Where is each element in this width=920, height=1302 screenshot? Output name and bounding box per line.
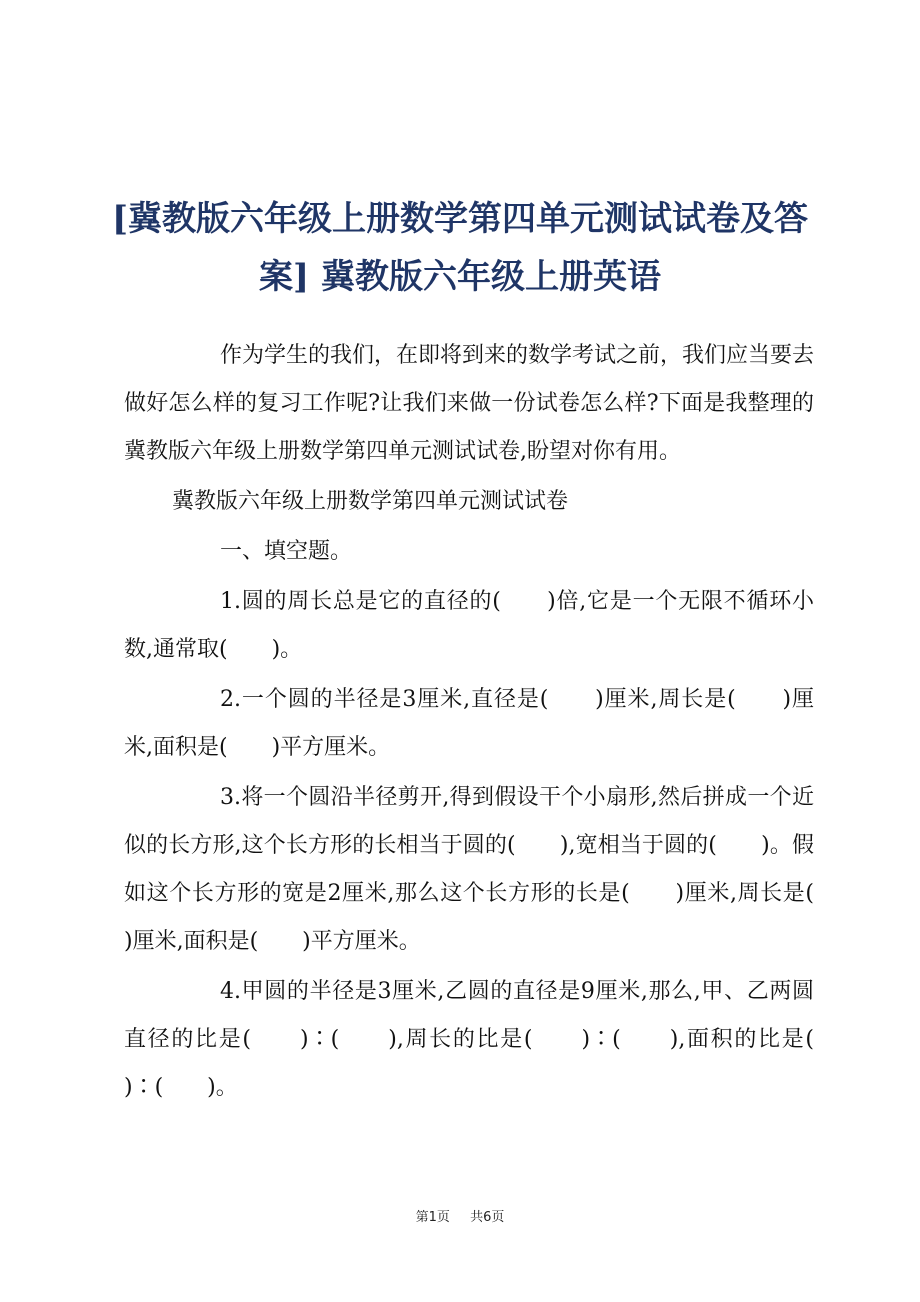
page-total: 共6页: [470, 1210, 505, 1225]
intro-paragraph: 作为学生的我们，在即将到来的数学考试之前，我们应当要去做好怎么样的复习工作呢?让我们来做一份试卷怎么样?下面是我整理的冀教版六年级上册数学第四单元测试试卷,盼望对你有用。: [124, 343, 815, 464]
page-number: 第1页: [415, 1210, 450, 1225]
question-1: 1.圆的周长总是它的直径的( )倍,它是一个无限不循环小数,通常取( )。: [124, 589, 814, 662]
test-heading: 冀教版六年级上册数学第四单元测试试卷: [172, 489, 569, 514]
document-body: [124, 332, 859, 1112]
page-footer: [0, 1206, 920, 1225]
section-heading: 一、填空题。: [220, 539, 353, 564]
question-3: 3.将一个圆沿半径剪开,得到假设干个小扇形,然后拼成一个近似的长方形,这个长方形的长相当于圆的( ),宽相当于圆的( )。假如这个长方形的宽是2厘米,那么这个长方形的长是( )厘米,周长是( )厘米,面积是( )平方厘米。: [124, 785, 859, 954]
question-4: 4.甲圆的半径是3厘米,乙圆的直径是9厘米,那么,甲、乙两圆直径的比是( )∶( ),周长的比是( )∶( ),面积的比是( )∶( )。: [124, 979, 859, 1100]
question-2: 2.一个圆的半径是3厘米,直径是( )厘米,周长是( )厘米,面积是( )平方厘米。: [124, 687, 814, 760]
document-title: [冀教版六年级上册数学第四单元测试试卷及答案] 冀教版六年级上册英语: [111, 199, 809, 297]
